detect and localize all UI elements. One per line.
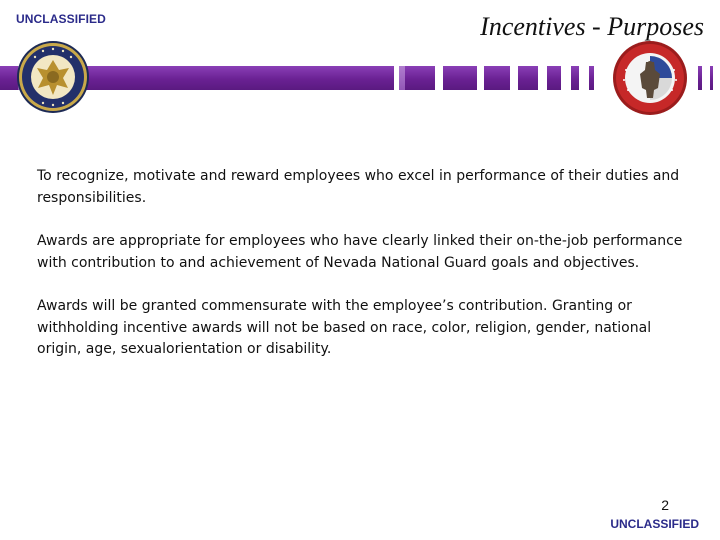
paragraph-eligibility: Awards are appropriate for employees who have clearly linked their on-the-job performance with contribution to and achievement of Nevada National Guard goals and objectives. [37, 233, 683, 271]
slide-title: Incentives - Purposes [480, 12, 704, 41]
ngb-seal-icon [16, 40, 90, 114]
page-number: 2 [661, 497, 669, 513]
classification-marking-top: UNCLASSIFIED [16, 12, 106, 26]
body-content [37, 166, 687, 383]
paragraph-equal-opportunity: Awards will be granted commensurate with the employee’s contribution. Granting or withholding incentive awards will not be based on race, color, religion, gender, national origin, age, sexualorientation or disability. [37, 298, 652, 357]
paragraph-purpose: To recognize, motivate and reward employees who excel in performance of their duties and responsibilities. [37, 168, 680, 206]
classification-marking-bottom: UNCLASSIFIED [610, 517, 699, 531]
national-guard-seal-icon [612, 40, 688, 116]
